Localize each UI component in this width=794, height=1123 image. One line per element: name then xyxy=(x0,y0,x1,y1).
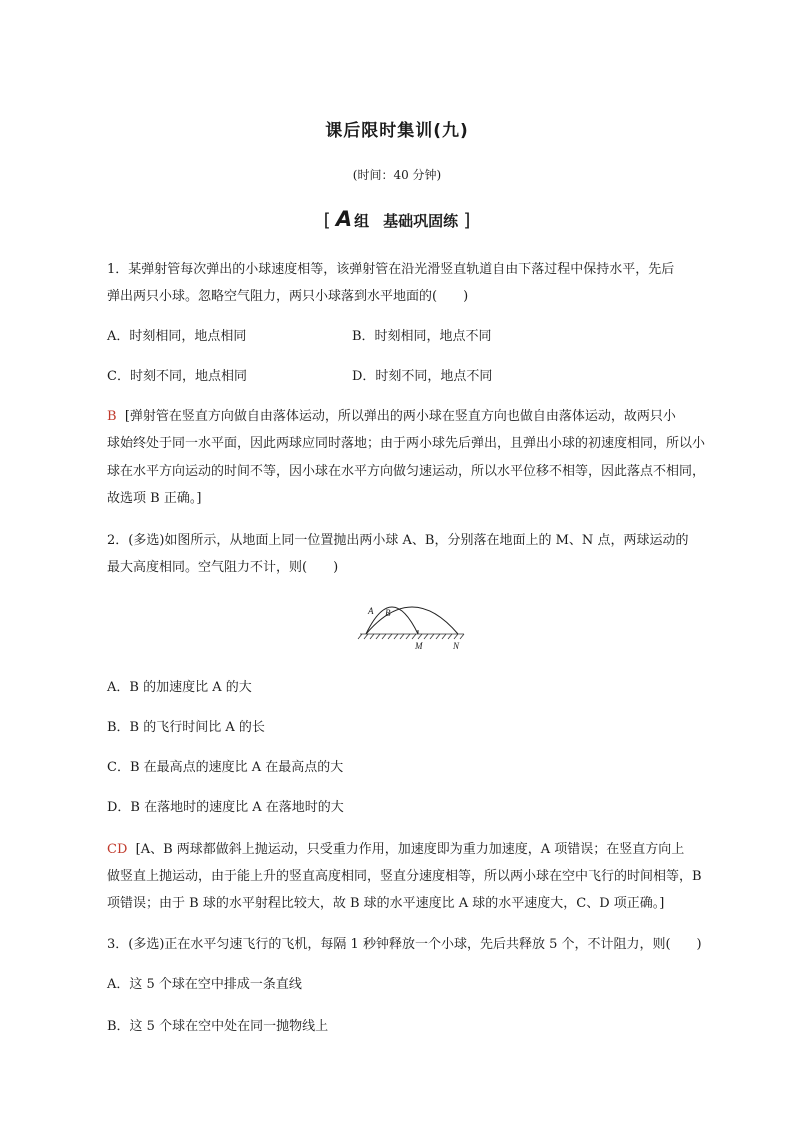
trajectory-a xyxy=(366,607,418,634)
q1-explanation-line1 xyxy=(107,405,676,424)
q3-option-a: A．这 5 个球在空中排成一条直线 xyxy=(107,977,302,992)
q1-option-c: C．时刻不同，地点相同 xyxy=(107,369,247,384)
q1-explanation-line4: 故选项 B 正确。] xyxy=(107,491,202,506)
group-label: 组 xyxy=(354,212,370,230)
group-heading xyxy=(0,207,794,231)
label-n: N xyxy=(453,641,460,651)
q1-explanation-text1: [弹射管在竖直方向做自由落体运动，所以弹出的两小球在竖直方向也做自由落体运动，故两只小 xyxy=(124,409,676,424)
q1-explanation-line3: 球在水平方向运动的时间不等，因小球在水平方向做匀速运动，所以水平位移不相等，因此落点不相同， xyxy=(107,464,706,479)
q1-answer: B xyxy=(107,409,117,424)
label-b: B xyxy=(385,608,391,618)
q3-stem-line1: 3．(多选)正在水平匀速飞行的飞机，每隔 1 秒钟释放一个小球，先后共释放 5 个，不计阻力，则( ) xyxy=(107,937,702,952)
q2-option-d: D．B 在落地时的速度比 A 在落地时的大 xyxy=(107,800,344,815)
trajectory-b xyxy=(366,607,458,634)
group-bracket-left: [ xyxy=(323,210,331,231)
time-subtitle: (时间：40 分钟) xyxy=(352,168,442,182)
group-name: 基础巩固练 xyxy=(383,212,459,230)
q1-option-d: D．时刻不同，地点不同 xyxy=(352,369,493,384)
q2-explanation-text1: [A、B 两球都做斜上抛运动，只受重力作用，加速度即为重力加速度，A 项错误；在竖直方向上 xyxy=(135,842,685,857)
q1-explanation-line2: 球始终处于同一水平面，因此两球应同时落地；由于两小球先后弹出，且弹出小球的初速度相同，所以小 xyxy=(107,436,706,451)
q1-option-a: A．时刻相同，地点相同 xyxy=(107,329,247,344)
q3-option-b: B．这 5 个球在空中处在同一抛物线上 xyxy=(107,1019,329,1034)
q2-stem-line1: 2．(多选)如图所示，从地面上同一位置抛出两小球 A、B，分别落在地面上的 M、N 点，两球运动的 xyxy=(107,533,689,548)
q2-option-b: B．B 的飞行时间比 A 的长 xyxy=(107,720,265,735)
q2-explanation-line1 xyxy=(107,838,684,857)
projectile-diagram xyxy=(352,590,472,652)
group-bracket-right: ] xyxy=(463,210,471,231)
q2-explanation-line2: 做竖直上抛运动，由于能上升的竖直高度相同，竖直分速度相等，所以两小球在空中飞行的时间相等，B xyxy=(107,869,702,884)
page-title: 课后限时集训(九) xyxy=(325,121,469,141)
q2-explanation-line3: 项错误；由于 B 球的水平射程比较大，故 B 球的水平速度比 A 球的水平速度大，C、D 项正确。] xyxy=(107,896,665,911)
q2-stem-line2: 最大高度相同。空气阻力不计，则( ) xyxy=(107,560,339,575)
q2-option-c: C．B 在最高点的速度比 A 在最高点的大 xyxy=(107,760,344,775)
q1-stem-line1: 1．某弹射管每次弹出的小球速度相等，该弹射管在沿光滑竖直轨道自由下落过程中保持水平，先后 xyxy=(107,262,675,277)
group-letter: A xyxy=(335,207,353,231)
ground-hatch xyxy=(358,634,464,639)
label-m: M xyxy=(415,641,423,651)
label-a: A xyxy=(368,606,374,616)
q2-answer: CD xyxy=(107,842,128,857)
q1-option-b: B．时刻相同，地点不同 xyxy=(352,329,492,344)
q2-option-a: A．B 的加速度比 A 的大 xyxy=(107,680,252,695)
q1-stem-line2: 弹出两只小球。忽略空气阻力，两只小球落到水平地面的( ) xyxy=(107,289,469,304)
